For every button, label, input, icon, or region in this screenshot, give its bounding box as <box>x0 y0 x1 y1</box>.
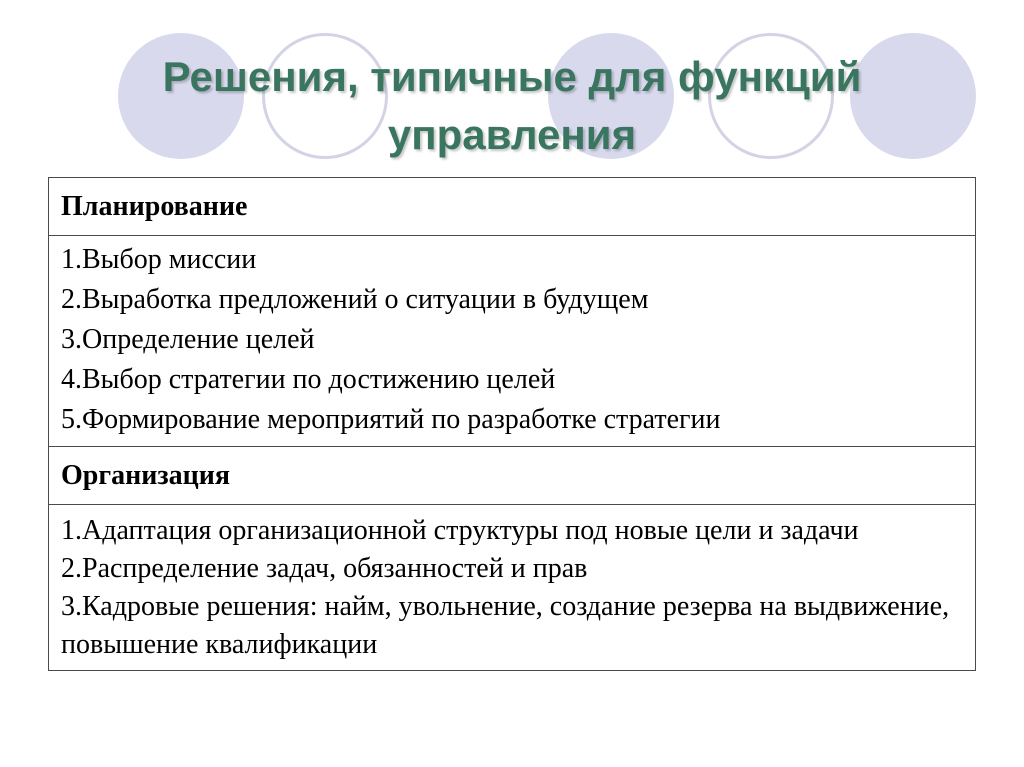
list-item: 3.Определение целей <box>61 324 315 355</box>
list-item: 4.Выбор стратегии по достижению целей <box>61 364 556 395</box>
section-body-organization <box>49 505 975 670</box>
slide-title-line-1: Решения, типичные для функций <box>162 53 862 100</box>
slide-title-line-2: управления <box>387 111 637 158</box>
list-item: 1.Адаптация организационной структуры под новые цели и задачи <box>61 515 859 546</box>
list-item: 3.Кадровые решения: найм, увольнение, создание резерва на выдвижение, повышение квалификации <box>61 591 950 660</box>
list-item: 2.Распределение задач, обязанностей и прав <box>61 553 588 584</box>
list-item: 2.Выработка предложений о ситуации в будущем <box>61 284 649 315</box>
section-heading-planning: Планирование <box>49 178 975 236</box>
functions-table <box>48 177 976 671</box>
section-body-planning <box>49 236 975 447</box>
list-item: 1.Выбор миссии <box>61 244 257 275</box>
slide-title <box>0 48 1024 164</box>
list-item: 5.Формирование мероприятий по разработке стратегии <box>61 404 721 435</box>
section-heading-organization: Организация <box>49 447 975 505</box>
